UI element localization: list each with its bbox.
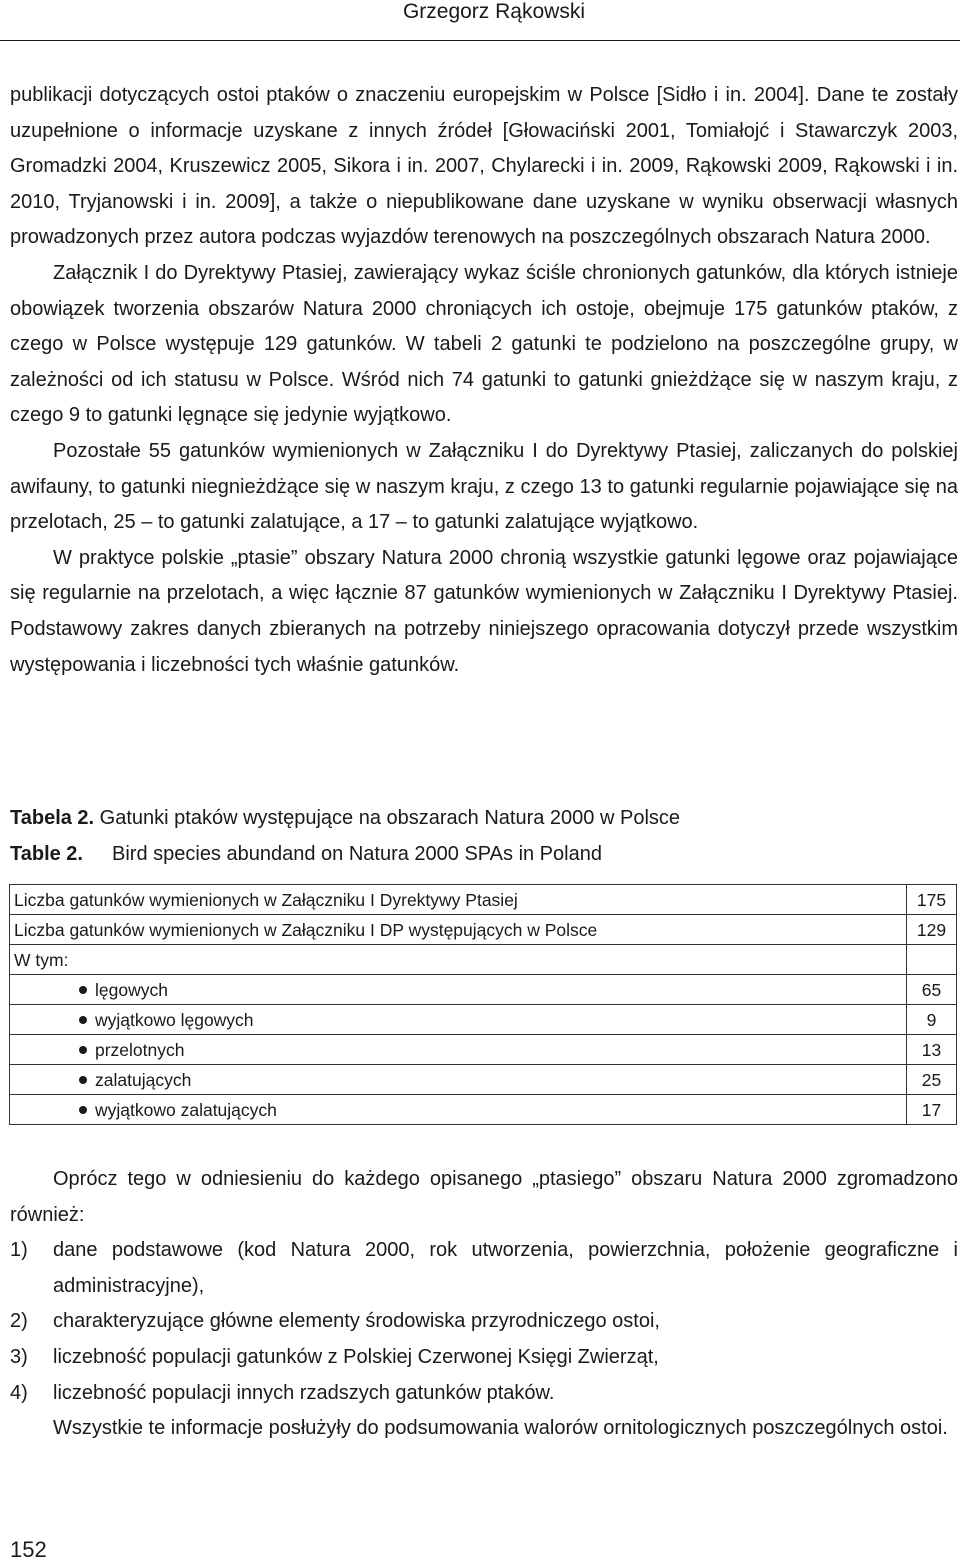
- bullet-icon: [79, 986, 87, 994]
- list-item-number: 4): [10, 1381, 28, 1404]
- paragraph-2: Załącznik I do Dyrektywy Ptasiej, zawierający wykaz ściśle chronionych gatunków, dla których istnieje obowiązek tworzenia obszarów Natura 2000 chroniących ich ostoje, obejmuje 175 gatunków ptaków, z czego w Polsce występuje 129 gatunków. W tabeli 2 gatunki te podzielono na poszczególne grupy, w zależności od ich statusu w Polsce. Wśród nich 74 gatunki to gatunki gnieżdżące się w naszym kraju, z czego 9 to gatunki lęgnące się jedynie wyjątkowo.: [10, 261, 958, 427]
- closing-paragraph: Wszystkie te informacje posłużyły do podsumowania walorów ornitologicznych poszczególnych ostoi.: [53, 1417, 948, 1440]
- paragraph-4: W praktyce polskie „ptasie” obszary Natura 2000 chronią wszystkie gatunki lęgowe oraz pojawiające się regularnie na przelotach, a więc łącznie 87 gatunków wymienionych w Załączniku I Dyrektywy Ptasiej. Podstawowy zakres danych zbieranych na potrzeby niniejszego opracowania dotyczył przede wszystkim występowania i liczebności tych właśnie gatunków.: [10, 546, 958, 676]
- table-row: [10, 945, 957, 975]
- list-item-number: 3): [10, 1345, 28, 1368]
- list-item: [10, 1233, 958, 1304]
- bullet-icon: [79, 1076, 87, 1084]
- table-subheader: W tym:: [10, 945, 907, 975]
- bullet-icon: [79, 1016, 87, 1024]
- table-caption-pl: [10, 806, 680, 830]
- table-cell-label: [10, 1065, 907, 1095]
- table-row: [10, 1035, 957, 1065]
- sub-row-label: wyjątkowo zalatujących: [95, 1099, 277, 1120]
- list-item-text: liczebność populacji gatunków z Polskiej Czerwonej Księgi Zwierząt,: [53, 1345, 659, 1368]
- table-row: [10, 915, 957, 945]
- list-item-number: 2): [10, 1310, 28, 1333]
- table-cell-value: 13: [907, 1035, 957, 1065]
- table-cell-value: 9: [907, 1005, 957, 1035]
- table-cell-label: Liczba gatunków wymienionych w Załączniku I DP występujących w Polsce: [10, 915, 907, 945]
- list-item: [10, 1304, 958, 1340]
- table-cell-label: Liczba gatunków wymienionych w Załączniku I Dyrektywy Ptasiej: [10, 885, 907, 915]
- bullet-icon: [79, 1106, 87, 1114]
- table-caption-en-tag: Table 2.: [10, 843, 83, 865]
- table-cell-label: [10, 1005, 907, 1035]
- list-item: [10, 1340, 958, 1376]
- table-cell-value: 25: [907, 1065, 957, 1095]
- table-row: [10, 1095, 957, 1125]
- list-item-text: charakteryzujące główne elementy środowiska przyrodniczego ostoi,: [53, 1310, 660, 1333]
- list-item-number: 1): [10, 1239, 28, 1262]
- table-row: [10, 975, 957, 1005]
- sub-row-label: przelotnych: [95, 1039, 185, 1060]
- table-caption-pl-text: Gatunki ptaków występujące na obszarach Natura 2000 w Polsce: [94, 807, 681, 829]
- table-row: [10, 1005, 957, 1035]
- table-caption-en-text: Bird species abundand on Natura 2000 SPAs in Poland: [112, 843, 602, 865]
- paragraph-3: Pozostałe 55 gatunków wymienionych w Załączniku I do Dyrektywy Ptasiej, zaliczanych do polskiej awifauny, to gatunki niegnieżdżące się w naszym kraju, z czego 13 to gatunki regularnie pojawiające się na przelotach, 25 – to gatunki zalatujące, a 17 – to gatunki zalatujące wyjątkowo.: [10, 439, 958, 534]
- paragraph-1: publikacji dotyczących ostoi ptaków o znaczeniu europejskim w Polsce [Sidło i in. 2004]. Dane te zostały uzupełnione o informacje uzyskane z innych źródeł [Głowaciński 2001, Tomiałojć i Stawarczyk 2003, Gromadzki 2004, Kruszewicz 2005, Sikora i in. 2007, Chylarecki i in. 2009, Rąkowski 2009, Rąkowski i in. 2010, Tryjanowski i in. 2009], a także o niepublikowane dane uzyskane w wyniku obserwacji własnych prowadzonych przez autora podczas wyjazdów terenowych na poszczególnych obszarach Natura 2000.: [10, 84, 958, 249]
- table-cell-empty: [907, 945, 957, 975]
- bullet-icon: [79, 1046, 87, 1054]
- species-table: [9, 884, 957, 1125]
- table-cell-value: 129: [907, 915, 957, 945]
- table-caption-en: [10, 842, 602, 866]
- table-cell-label: [10, 1095, 907, 1125]
- table-cell-label: [10, 975, 907, 1005]
- body-text: [10, 78, 958, 683]
- table-caption-pl-tag: Tabela 2.: [10, 807, 95, 829]
- table-cell-value: 175: [907, 885, 957, 915]
- table-row: [10, 1065, 957, 1095]
- table-cell-value: 65: [907, 975, 957, 1005]
- list-intro: Oprócz tego w odniesieniu do każdego opisanego „ptasiego” obszaru Natura 2000 zgromadzono również:: [10, 1168, 958, 1226]
- after-table-text: [10, 1162, 958, 1447]
- list-item-text: dane podstawowe (kod Natura 2000, rok utworzenia, powierzchnia, położenie geograficzne i administracyjne),: [53, 1239, 958, 1297]
- sub-row-label: zalatujących: [95, 1069, 192, 1090]
- table-cell-value: 17: [907, 1095, 957, 1125]
- page-number: 152: [10, 1537, 47, 1562]
- table-row: [10, 885, 957, 915]
- header-author: Grzegorz Rąkowski: [402, 0, 585, 23]
- running-header: [0, 0, 960, 41]
- table-cell-label: [10, 1035, 907, 1065]
- list-item: [10, 1376, 958, 1412]
- sub-row-label: wyjątkowo lęgowych: [95, 1009, 254, 1030]
- sub-row-label: lęgowych: [95, 979, 168, 1000]
- list-item-text: liczebność populacji innych rzadszych gatunków ptaków.: [53, 1381, 555, 1404]
